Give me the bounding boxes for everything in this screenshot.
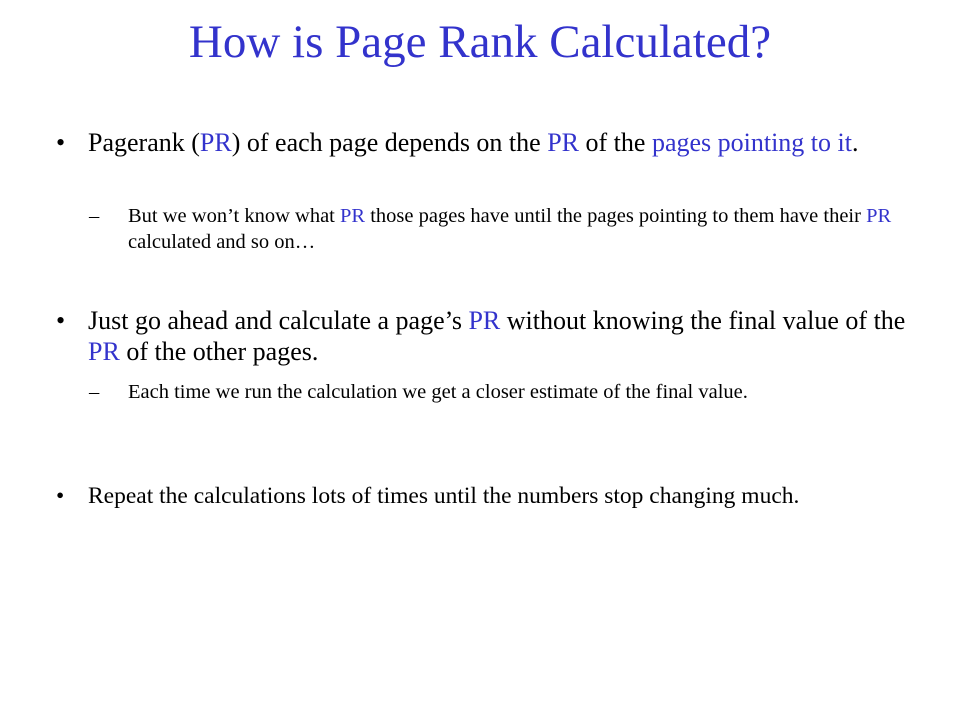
bullet-text: ) of each page depends on the bbox=[231, 128, 548, 157]
bullet-text: without knowing the final value of the bbox=[500, 306, 906, 335]
bullet-text: . bbox=[851, 128, 859, 157]
pr-term: PR bbox=[340, 205, 366, 227]
pr-term: PR bbox=[866, 205, 892, 227]
sub-bullet-unknown-pr bbox=[89, 203, 909, 255]
pr-term: PR bbox=[88, 337, 120, 366]
bullet-point-icon: • bbox=[56, 483, 65, 509]
sub-bullet-text: those pages have until the pages pointing to them have their bbox=[365, 205, 867, 227]
dash-icon: – bbox=[89, 205, 100, 227]
bullet-text: Just go ahead and calculate a page’s bbox=[88, 306, 469, 335]
bullet-point-icon: • bbox=[56, 128, 66, 157]
sub-bullet-text: Each time we run the calculation we get a closer estimate of the final value. bbox=[128, 381, 748, 403]
bullet-text: Repeat the calculations lots of times until the numbers stop changing much. bbox=[88, 483, 800, 509]
pr-term: PR bbox=[547, 128, 580, 157]
pr-term: PR bbox=[468, 306, 501, 335]
bullet-repeat-calculations bbox=[56, 482, 916, 511]
highlighted-phrase: pages pointing to it bbox=[651, 128, 852, 157]
bullet-calculate-anyway bbox=[56, 305, 906, 367]
bullet-pagerank-dependency bbox=[56, 127, 906, 158]
sub-bullet-text: But we won’t know what bbox=[128, 205, 341, 227]
bullet-text: of the other pages. bbox=[119, 337, 319, 366]
slide-title: How is Page Rank Calculated? bbox=[188, 16, 772, 68]
bullet-text: of the bbox=[579, 128, 652, 157]
bullet-text: Pagerank ( bbox=[88, 128, 200, 157]
sub-bullet-text: calculated and so on… bbox=[128, 231, 316, 253]
dash-icon: – bbox=[89, 381, 100, 403]
sub-bullet-closer-estimate bbox=[89, 379, 909, 405]
pr-term: PR bbox=[199, 128, 232, 157]
bullet-point-icon: • bbox=[56, 306, 66, 335]
